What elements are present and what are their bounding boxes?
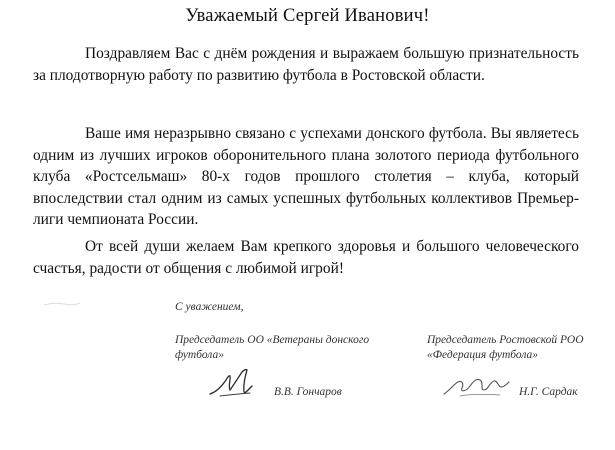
left-handwritten-signature: [206, 366, 262, 400]
regards-text: С уважением,: [175, 301, 244, 313]
right-signatory-title: Председатель Ростовской РОО «Федерация футбола»: [427, 334, 584, 361]
letter-greeting: Уважаемый Сергей Иванович!: [185, 6, 430, 26]
letter-paragraph-3: От всей души желаем Вам крепкого здоровья и большого человеческого счастья, радости от общения с любимой игрой!: [33, 238, 579, 277]
letter-paragraph-1: Поздравляем Вас с днём рождения и выражаем большую признательность за плодотворную работу по развитию футбола в Ростовской области.: [33, 45, 579, 84]
left-signatory-name: В.В. Гончаров: [274, 386, 342, 398]
right-signatory-name: Н.Г. Сардак: [519, 386, 578, 398]
letter-paragraph-2: Ваше имя неразрывно связано с успехами донского футбола. Вы являетесь одним из лучших игроков оборонительного плана золотого периода футбольного клуба «Ростсельмаш» 80-х годов прошлого столетия – клуба, который впоследствии стал одним из самых успешных футбольных коллективов Премьер-лиги чемпионата России.: [33, 125, 579, 228]
scan-artifact: [42, 300, 82, 308]
left-signatory-title: Председатель ОО «Ветераны донского футбола»: [175, 334, 370, 361]
right-handwritten-signature: [440, 372, 512, 400]
